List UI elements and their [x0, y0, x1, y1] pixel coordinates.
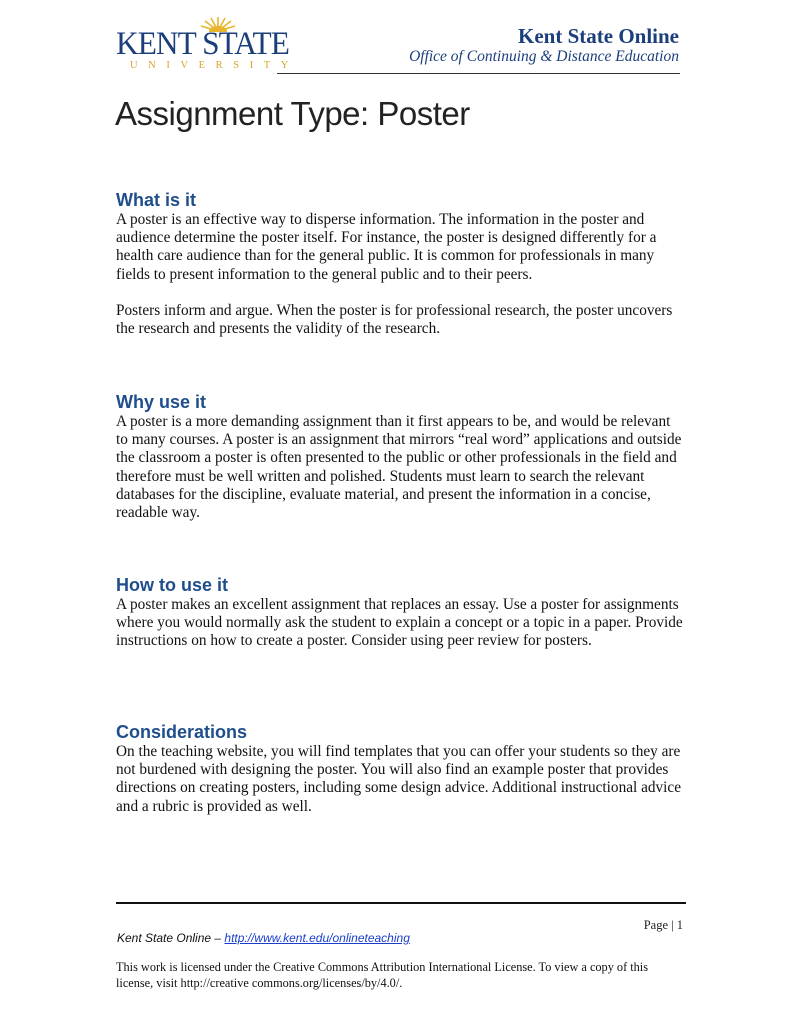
- logo-subtitle: UNIVERSITY: [130, 60, 299, 71]
- section-paragraph: A poster makes an excellent assignment that replaces an essay. Use a poster for assignments where you would normally ask the student to explain a concept or a topic in a paper. Provide instructions on how to create a poster. Consider using peer review for posters.: [116, 596, 683, 650]
- section-how-to-use-it: [116, 574, 686, 651]
- brand-subtitle: Office of Continuing & Distance Education: [409, 48, 679, 66]
- page-number: Page | 1: [643, 918, 683, 932]
- logo-wordmark: KENT STATE: [116, 26, 289, 62]
- kent-state-logo: [116, 16, 299, 72]
- section-paragraph: A poster is a more demanding assignment than it first appears to be, and would be relevant to many courses. A poster is an assignment that mirrors “real word” applications and outside the classroom a poster is often presented to the public or other professionals in the field and therefore must be well written and polished. Students must learn to search the relevant databases for the discipline, evaluate material, and present the information in a concise, readable way.: [116, 413, 682, 522]
- section-heading: Why use it: [116, 392, 207, 412]
- online-teaching-link[interactable]: http://www.kent.edu/onlineteaching: [224, 931, 410, 945]
- brand-block: [409, 25, 679, 67]
- license-notice: This work is licensed under the Creative Commons Attribution International License. To view a copy of this license, visit http://creative commons.org/licenses/by/4.0/.: [116, 960, 649, 990]
- section-heading: What is it: [116, 190, 196, 210]
- header-divider: [277, 73, 680, 74]
- section-considerations: [116, 721, 686, 816]
- section-what-is-it: [116, 189, 686, 338]
- section-heading: Considerations: [116, 722, 248, 742]
- brand-title: Kent State Online: [518, 24, 679, 48]
- section-heading: How to use it: [116, 575, 228, 595]
- section-paragraph: Posters inform and argue. When the poster is for professional research, the poster uncovers the research and presents the validity of the research.: [116, 301, 673, 338]
- footer-org-line: [117, 931, 410, 945]
- section-why-use-it: [116, 391, 686, 522]
- page-title: Assignment Type: Poster: [115, 95, 470, 132]
- footer-divider: [116, 902, 686, 904]
- section-paragraph: On the teaching website, you will find templates that you can offer your students so they are not burdened with designing the poster. You will also find an example poster that provides directions on creating posters, including some design advice. Additional instructional advice and a rubric is provided as well.: [116, 743, 681, 815]
- section-paragraph: A poster is an effective way to disperse information. The information in the poster and audience determine the poster itself. For instance, the poster is designed differently for a health care audience than for the general public. It is common for professionals in many fields to present information to the general public and to their peers.: [116, 211, 657, 283]
- footer-org: Kent State Online –: [117, 931, 225, 945]
